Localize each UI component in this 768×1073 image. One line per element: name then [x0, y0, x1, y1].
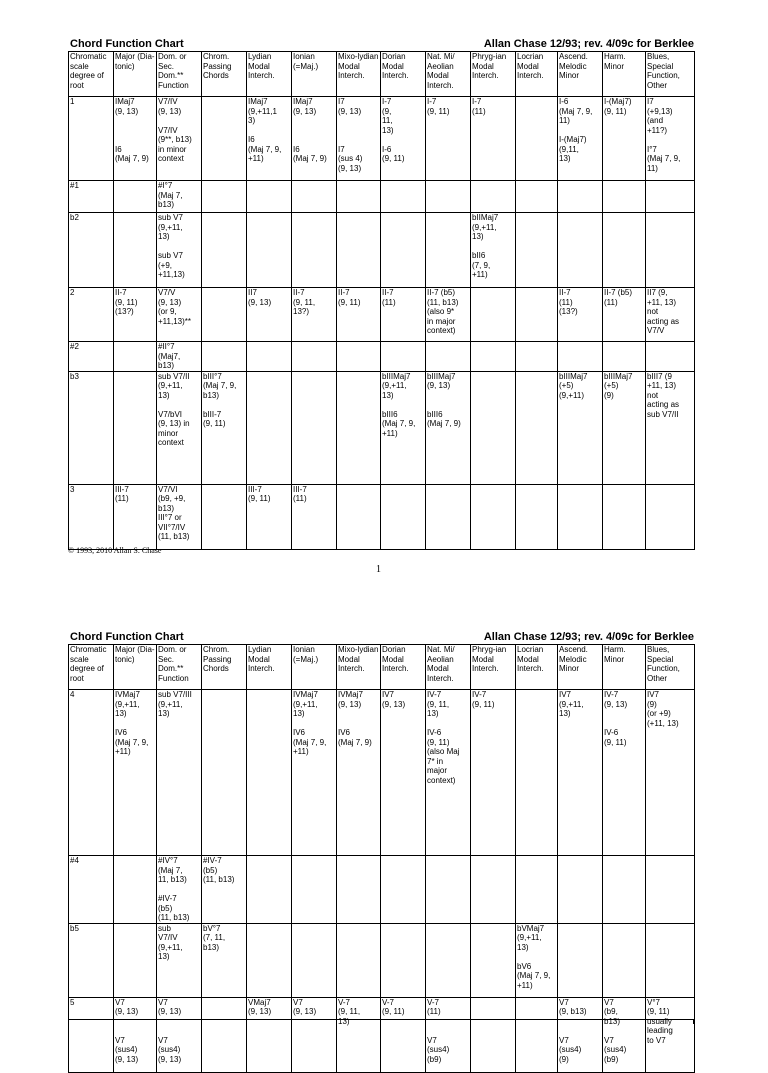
- table-row: [69, 923, 695, 997]
- chord-cell: II7 (9, 13): [247, 288, 292, 342]
- column-header: Chrom. Passing Chords: [202, 645, 247, 690]
- chord-cell: [471, 371, 516, 484]
- scale-degree-cell: #4: [69, 856, 114, 924]
- chord-cell: IV7 (9, 13): [381, 690, 426, 856]
- chord-cell: [426, 342, 471, 372]
- page-number: 1: [376, 564, 381, 575]
- column-header: Chromatic scale degree of root: [69, 645, 114, 690]
- chord-cell: IV7 (9,+11, 13): [558, 690, 603, 856]
- chord-cell: II-7 (9, 11): [337, 288, 381, 342]
- chord-cell: IMaj7 (9,+11,1 3) I6 (Maj 7, 9, +11): [247, 97, 292, 181]
- chord-cell: I7 (9, 13) I7 (sus 4) (9, 13): [337, 97, 381, 181]
- chord-cell: V7 (b9, b13) V7 (sus4) (b9): [603, 997, 646, 1072]
- chord-cell: [426, 181, 471, 213]
- chord-cell: [603, 923, 646, 997]
- chord-cell: [114, 181, 157, 213]
- column-header: Lydian Modal Interch.: [247, 645, 292, 690]
- chord-cell: [603, 181, 646, 213]
- chord-cell: V7/V (9, 13) (or 9, +11,13)**: [157, 288, 202, 342]
- chord-cell: [603, 484, 646, 549]
- chord-cell: [516, 342, 558, 372]
- chord-cell: [516, 856, 558, 924]
- table-row: [69, 342, 695, 372]
- chord-cell: V7 (9, b13) V7 (sus4) (9): [558, 997, 603, 1072]
- chord-cell: [381, 856, 426, 924]
- next-row-fragment: [68, 1019, 694, 1024]
- column-header: Ascend. Melodic Minor: [558, 52, 603, 97]
- chord-cell: [603, 213, 646, 288]
- chord-cell: [381, 213, 426, 288]
- scale-degree-cell: 4: [69, 690, 114, 856]
- chord-cell: [292, 342, 337, 372]
- chord-cell: I-7 (11): [471, 97, 516, 181]
- chord-cell: III-7 (9, 11): [247, 484, 292, 549]
- column-header: Ionian (=Maj.): [292, 52, 337, 97]
- chord-cell: [114, 342, 157, 372]
- chord-cell: IVMaj7 (9, 13) IV6 (Maj 7, 9): [337, 690, 381, 856]
- chord-cell: [516, 371, 558, 484]
- chord-cell: bV°7 (7, 11, b13): [202, 923, 247, 997]
- chord-cell: bIII7 (9 +11, 13) not acting as sub V7/II: [646, 371, 695, 484]
- chord-cell: [558, 181, 603, 213]
- chord-cell: [558, 923, 603, 997]
- chord-cell: [114, 213, 157, 288]
- chord-cell: II-7 (9, 11) (13?): [114, 288, 157, 342]
- table-row: [69, 213, 695, 288]
- chord-cell: [516, 997, 558, 1072]
- scale-degree-cell: 3: [69, 484, 114, 549]
- chord-cell: #I°7 (Maj 7, b13): [157, 181, 202, 213]
- column-header: Chromatic scale degree of root: [69, 52, 114, 97]
- scale-degree-cell: 1: [69, 97, 114, 181]
- chord-cell: [337, 484, 381, 549]
- chord-cell: V7/IV (9, 13) V7/IV (9**, b13) in minor context: [157, 97, 202, 181]
- chord-cell: [202, 690, 247, 856]
- chord-cell: [516, 690, 558, 856]
- chord-cell: V7 (9, 13) V7 (sus4) (9, 13): [114, 997, 157, 1072]
- chord-cell: VMaj7 (9, 13): [247, 997, 292, 1072]
- chord-cell: [646, 213, 695, 288]
- chord-cell: [202, 997, 247, 1072]
- chord-cell: [471, 181, 516, 213]
- chord-cell: I-(Maj7) (9, 11): [603, 97, 646, 181]
- chord-cell: [516, 213, 558, 288]
- chord-cell: V-7 (11) V7 (sus4) (b9): [426, 997, 471, 1072]
- chord-cell: [646, 342, 695, 372]
- chord-cell: [471, 288, 516, 342]
- chord-cell: II-7 (11): [381, 288, 426, 342]
- chord-cell: [603, 856, 646, 924]
- column-header: Dorian Modal Interch.: [381, 645, 426, 690]
- column-header: Dom. or Sec. Dom.** Function: [157, 52, 202, 97]
- chord-cell: bIIIMaj7 (+5) (9): [603, 371, 646, 484]
- column-header: Mixo-lydian Modal Interch.: [337, 52, 381, 97]
- page-2-header: [68, 631, 694, 645]
- chord-cell: V7 (9, 13): [292, 997, 337, 1072]
- chord-cell: [337, 923, 381, 997]
- column-header: Phryg-ian Modal Interch.: [471, 645, 516, 690]
- column-header: Major (Dia-tonic): [114, 645, 157, 690]
- scale-degree-cell: 5: [69, 997, 114, 1072]
- chord-cell: II7 (9, +11, 13) not acting as V7/V: [646, 288, 695, 342]
- chord-cell: III-7 (11): [292, 484, 337, 549]
- chord-cell: [381, 484, 426, 549]
- chord-cell: III-7 (11): [114, 484, 157, 549]
- column-header: Locrian Modal Interch.: [516, 52, 558, 97]
- chord-cell: sub V7/IV (9,+11, 13): [157, 923, 202, 997]
- chord-cell: [558, 342, 603, 372]
- column-header: Phryg-ian Modal Interch.: [471, 52, 516, 97]
- chord-cell: [646, 923, 695, 997]
- chord-cell: V7/VI (b9, +9, b13) III°7 or VII°7/IV (11, b13): [157, 484, 202, 549]
- chord-cell: [337, 181, 381, 213]
- chord-cell: #IV°7 (Maj 7, 11, b13) #IV-7 (b5) (11, b13): [157, 856, 202, 924]
- scale-degree-cell: b2: [69, 213, 114, 288]
- column-header: Nat. Mi/ Aeolian Modal Interch.: [426, 645, 471, 690]
- chord-cell: sub V7/II (9,+11, 13) V7/bVI (9, 13) in minor context: [157, 371, 202, 484]
- chord-cell: [114, 856, 157, 924]
- scale-degree-cell: #1: [69, 181, 114, 213]
- chord-cell: IMaj7 (9, 13) I6 (Maj 7, 9): [114, 97, 157, 181]
- chord-cell: bIIIMaj7 (+5) (9,+11): [558, 371, 603, 484]
- chord-cell: V-7 (9, 11): [381, 997, 426, 1072]
- chart-credit: Allan Chase 12/93; rev. 4/09c for Berklee: [483, 38, 694, 50]
- chord-cell: [471, 856, 516, 924]
- chord-cell: IV7 (9) (or +9) (+11, 13): [646, 690, 695, 856]
- chord-cell: sub V7/III (9,+11, 13): [157, 690, 202, 856]
- chart-credit: Allan Chase 12/93; rev. 4/09c for Berklee: [483, 631, 694, 643]
- chord-cell: V°7 (9, 11) usually leading to V7: [646, 997, 695, 1072]
- column-header: Lydian Modal Interch.: [247, 52, 292, 97]
- chord-cell: [247, 213, 292, 288]
- chord-cell: [247, 342, 292, 372]
- chord-cell: [247, 856, 292, 924]
- chord-cell: IVMaj7 (9,+11, 13) IV6 (Maj 7, 9, +11): [114, 690, 157, 856]
- chord-cell: [114, 923, 157, 997]
- chord-cell: bIIIMaj7 (9,+11, 13) bIII6 (Maj 7, 9, +11): [381, 371, 426, 484]
- scale-degree-cell: b3: [69, 371, 114, 484]
- column-header: Blues, Special Function, Other: [646, 52, 695, 97]
- chord-cell: [646, 856, 695, 924]
- chord-cell: IMaj7 (9, 13) I6 (Maj 7, 9): [292, 97, 337, 181]
- chord-cell: V7 (9, 13) V7 (sus4) (9, 13): [157, 997, 202, 1072]
- chord-cell: [247, 371, 292, 484]
- chord-cell: [646, 181, 695, 213]
- chord-function-table-page-1: [68, 51, 695, 550]
- chord-cell: #II°7 (Maj7, b13): [157, 342, 202, 372]
- chord-cell: [202, 97, 247, 181]
- column-header: Mixo-lydian Modal Interch.: [337, 645, 381, 690]
- chord-cell: [603, 342, 646, 372]
- chord-function-table-page-2: [68, 644, 695, 1073]
- chord-cell: IV-7 (9, 13) IV-6 (9, 11): [603, 690, 646, 856]
- chord-cell: bIIIMaj7 (9, 13) bIII6 (Maj 7, 9): [426, 371, 471, 484]
- chord-cell: [646, 484, 695, 549]
- chord-cell: [558, 856, 603, 924]
- chord-cell: [426, 923, 471, 997]
- column-header: Locrian Modal Interch.: [516, 645, 558, 690]
- table-row: [69, 856, 695, 924]
- chord-cell: [471, 342, 516, 372]
- chord-cell: bIIMaj7 (9,+11, 13) bII6 (7, 9, +11): [471, 213, 516, 288]
- chord-cell: [202, 484, 247, 549]
- column-header: Ionian (=Maj.): [292, 645, 337, 690]
- chord-cell: #IV-7 (b5) (11, b13): [202, 856, 247, 924]
- chord-cell: [202, 213, 247, 288]
- chord-cell: [292, 181, 337, 213]
- chord-cell: [114, 371, 157, 484]
- chord-cell: [471, 923, 516, 997]
- chord-cell: [558, 213, 603, 288]
- chord-cell: [471, 997, 516, 1072]
- chord-cell: bIII°7 (Maj 7, 9, b13) bIII-7 (9, 11): [202, 371, 247, 484]
- column-header: Blues, Special Function, Other: [646, 645, 695, 690]
- copyright-text: © 1993, 2010 Allan S. Chase: [68, 546, 162, 555]
- chord-cell: [337, 856, 381, 924]
- table-row: [69, 97, 695, 181]
- column-header: Ascend. Melodic Minor: [558, 645, 603, 690]
- table-row: [69, 288, 695, 342]
- chord-cell: [202, 181, 247, 213]
- chord-cell: [516, 288, 558, 342]
- chord-cell: [381, 342, 426, 372]
- chord-cell: I-6 (Maj 7, 9, 11) I-(Maj7) (9,11, 13): [558, 97, 603, 181]
- chord-cell: sub V7 (9,+11, 13) sub V7 (+9, +11,13): [157, 213, 202, 288]
- column-header: Dorian Modal Interch.: [381, 52, 426, 97]
- chord-cell: [247, 690, 292, 856]
- table-row: [69, 181, 695, 213]
- chart-title: Chord Function Chart: [70, 38, 184, 50]
- chord-cell: [337, 213, 381, 288]
- chord-cell: [337, 342, 381, 372]
- page-1-header: [68, 38, 694, 52]
- chord-cell: [426, 484, 471, 549]
- chord-cell: I7 (+9,13) (and +11?) I°7 (Maj 7, 9, 11): [646, 97, 695, 181]
- column-header: Major (Dia-tonic): [114, 52, 157, 97]
- chord-cell: [292, 856, 337, 924]
- chord-cell: bVMaj7 (9,+11, 13) bV6 (Maj 7, 9, +11): [516, 923, 558, 997]
- scale-degree-cell: #2: [69, 342, 114, 372]
- chord-cell: [292, 923, 337, 997]
- chord-cell: [381, 181, 426, 213]
- chord-cell: [426, 213, 471, 288]
- table-row: [69, 484, 695, 549]
- chord-cell: [202, 342, 247, 372]
- chord-cell: [558, 484, 603, 549]
- column-header: Harm. Minor: [603, 645, 646, 690]
- column-header: Dom. or Sec. Dom.** Function: [157, 645, 202, 690]
- chord-cell: [247, 181, 292, 213]
- chord-cell: [292, 213, 337, 288]
- chord-cell: IV-7 (9, 11): [471, 690, 516, 856]
- chord-cell: [292, 371, 337, 484]
- chord-cell: II-7 (b5) (11, b13) (also 9* in major context): [426, 288, 471, 342]
- chord-cell: I-7 (9, 11, 13) I-6 (9, 11): [381, 97, 426, 181]
- chart-title: Chord Function Chart: [70, 631, 184, 643]
- chord-cell: II-7 (9, 11, 13?): [292, 288, 337, 342]
- chord-cell: IV-7 (9, 11, 13) IV-6 (9, 11) (also Maj 7* in major context): [426, 690, 471, 856]
- chord-cell: II-7 (b5) (11): [603, 288, 646, 342]
- chord-cell: [337, 371, 381, 484]
- column-header: Harm. Minor: [603, 52, 646, 97]
- scale-degree-cell: b5: [69, 923, 114, 997]
- chord-cell: IVMaj7 (9,+11, 13) IV6 (Maj 7, 9, +11): [292, 690, 337, 856]
- chord-cell: V-7 (9, 11, 13): [337, 997, 381, 1072]
- chord-cell: [247, 923, 292, 997]
- chord-cell: [381, 923, 426, 997]
- table-row: [69, 690, 695, 856]
- chord-cell: [516, 181, 558, 213]
- chord-cell: [516, 97, 558, 181]
- chord-cell: [426, 856, 471, 924]
- chord-cell: I-7 (9, 11): [426, 97, 471, 181]
- chord-cell: [471, 484, 516, 549]
- table-row: [69, 997, 695, 1072]
- column-header: Nat. Mi/ Aeolian Modal Interch.: [426, 52, 471, 97]
- chord-cell: [516, 484, 558, 549]
- chord-cell: II-7 (11) (13?): [558, 288, 603, 342]
- scale-degree-cell: 2: [69, 288, 114, 342]
- column-header: Chrom. Passing Chords: [202, 52, 247, 97]
- chord-cell: [202, 288, 247, 342]
- table-row: [69, 371, 695, 484]
